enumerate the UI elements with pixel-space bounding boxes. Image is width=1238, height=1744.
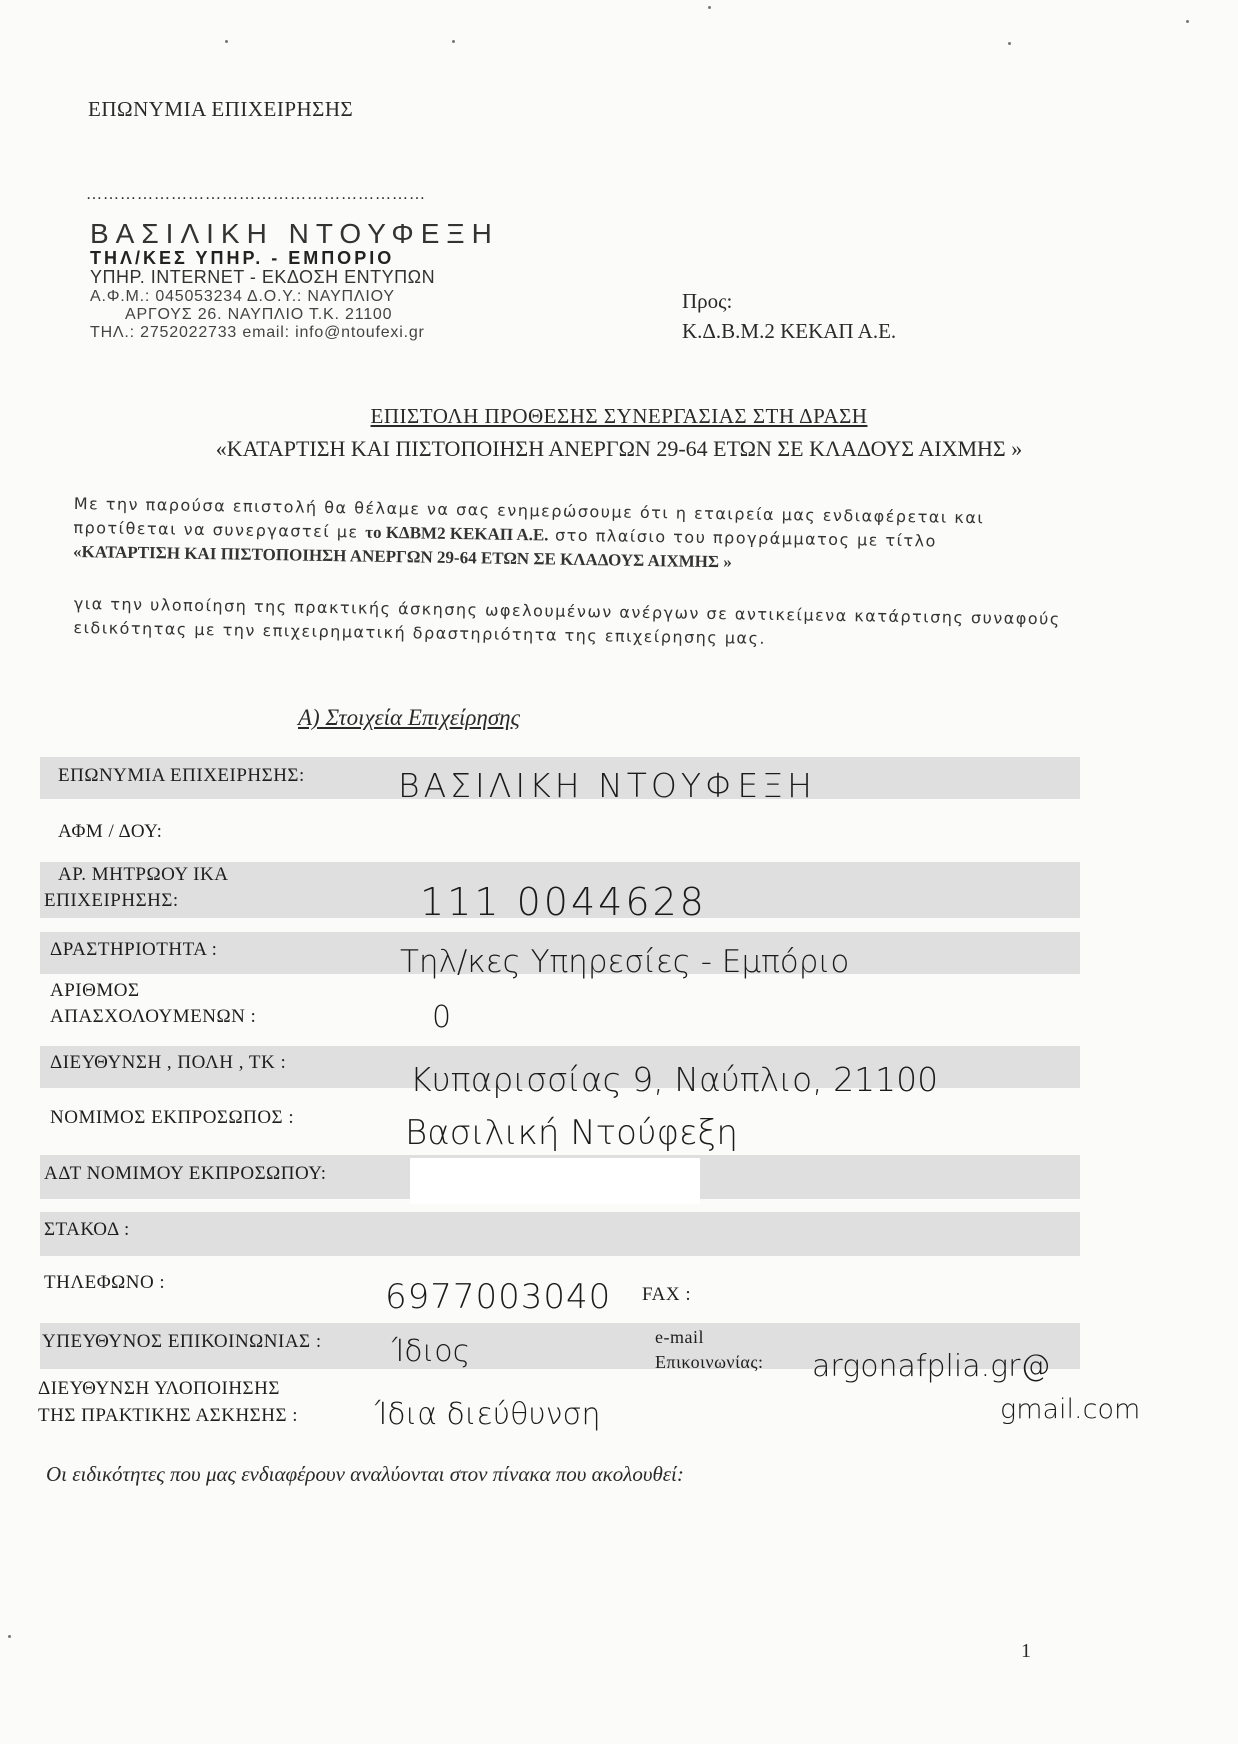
email-label-line2: Επικοινωνίας:: [655, 1352, 764, 1372]
scan-speck: [1186, 20, 1189, 23]
company-name-field-label: ΕΠΩΝΥΜΙΑ ΕΠΙΧΕΙΡΗΣΗΣ:: [58, 765, 305, 786]
fax-label: FAX :: [642, 1284, 692, 1305]
impl-address-value[interactable]: Ίδια διεύθυνση: [375, 1397, 601, 1432]
intro-org: το ΚΔΒΜ2 ΚΕΚΑΠ Α.Ε.: [365, 522, 549, 545]
stamp-name: ΒΑΣΙΛΙΚΗ ΝΤΟΥΦΕΞΗ: [90, 218, 499, 249]
contact-person-value[interactable]: Ίδιος: [392, 1334, 471, 1369]
stamp-line-address: ΑΡΓΟΥΣ 26. ΝΑΥΠΛΙΟ Τ.Κ. 21100: [125, 306, 393, 323]
activity-label: ΔΡΑΣΤΗΡΙΟΤΗΤΑ :: [50, 939, 218, 960]
company-name-label: ΕΠΩΝΥΜΙΑ ΕΠΙΧΕΙΡΗΣΗΣ: [88, 97, 354, 121]
phone-label: ΤΗΛΕΦΩΝΟ :: [44, 1272, 166, 1293]
intro-paragraph: [73, 492, 1074, 580]
email-label-line1: e-mail: [655, 1327, 704, 1347]
contact-person-label: ΥΠΕΥΘΥΝΟΣ ΕΠΙΚΟΙΝΩΝΙΑΣ :: [42, 1331, 322, 1352]
company-stamp: [90, 218, 499, 342]
ika-label-line1: ΑΡ. ΜΗΤΡΩΟΥ ΙΚΑ: [58, 864, 229, 885]
company-name-dots: ……………………………………………………: [86, 186, 426, 203]
recipient-block: [682, 286, 896, 346]
ika-label-line2: ΕΠΙΧΕΙΡΗΣΗΣ:: [44, 890, 179, 911]
impl-address-label-line1: ΔΙΕΥΘΥΝΣΗ ΥΛΟΠΟΙΗΣΗΣ: [38, 1378, 280, 1399]
employees-label-line1: ΑΡΙΘΜΟΣ: [50, 980, 140, 1001]
email-value-line1[interactable]: argonafplia.gr@: [812, 1349, 1051, 1384]
stamp-line-services: ΤΗΛ/ΚΕΣ ΥΠΗΡ. - ΕΜΠΟΡΙΟ: [90, 248, 395, 268]
redaction-box: [410, 1158, 700, 1204]
scan-speck: [8, 1635, 11, 1638]
email-value-line2[interactable]: gmail.com: [1000, 1394, 1141, 1425]
intro-program: «ΚΑΤΑΡΤΙΣΗ ΚΑΙ ΠΙΣΤΟΠΟΙΗΣΗ ΑΝΕΡΓΩΝ 29-64 ΕΤΩΝ ΣΕ ΚΛΑΔΟΥΣ ΑΙΧΜΗΣ »: [72, 541, 732, 572]
employees-value[interactable]: 0: [432, 1000, 452, 1035]
impl-address-label-line2: ΤΗΣ ΠΡΑΚΤΙΚΗΣ ΑΣΚΗΣΗΣ :: [38, 1405, 299, 1426]
ika-value[interactable]: 111 0044628: [420, 880, 707, 924]
employees-label-line2: ΑΠΑΣΧΟΛΟΥΜΕΝΩΝ :: [50, 1006, 257, 1027]
scan-speck: [708, 6, 711, 9]
address-label: ΔΙΕΥΘΥΝΣΗ , ΠΟΛΗ , ΤΚ :: [50, 1052, 287, 1073]
rep-id-label: ΑΔΤ ΝΟΜΙΜΟΥ ΕΚΠΡΟΣΩΠΟΥ:: [44, 1163, 327, 1184]
program-title: «ΚΑΤΑΡΤΙΣΗ ΚΑΙ ΠΙΣΤΟΠΟΙΗΣΗ ΑΝΕΡΓΩΝ 29-64 ΕΤΩΝ ΣΕ ΚΛΑΔΟΥΣ ΑΙΧΜΗΣ »: [215, 436, 1023, 461]
afm-doy-label: ΑΦΜ / ΔΟΥ:: [58, 821, 163, 842]
intro-text-cont: στο πλαίσιο του προγράμματος με τίτλο: [548, 525, 938, 551]
recipient-to-label: Προς:: [682, 289, 733, 313]
recipient-name: Κ.Δ.Β.Μ.2 ΚΕΚΑΠ Α.Ε.: [682, 319, 897, 343]
scan-speck: [452, 40, 455, 43]
scan-speck: [225, 40, 228, 43]
company-name-field-value[interactable]: ΒΑΣΙΛΙΚΗ ΝΤΟΥΦΕΞΗ: [398, 766, 816, 805]
stamp-line-internet: ΥΠΗΡ. INTERNET - ΕΚΔΟΣΗ ΕΝΤΥΠΩΝ: [90, 267, 436, 287]
letter-title: ΕΠΙΣΤΟΛΗ ΠΡΟΘΕΣΗΣ ΣΥΝΕΡΓΑΣΙΑΣ ΣΤΗ ΔΡΑΣΗ: [370, 404, 868, 428]
stamp-line-contact: ΤΗΛ.: 2752022733 email: info@ntoufexi.gr: [90, 324, 425, 341]
address-value[interactable]: Κυπαρισσίας 9, Ναύπλιο, 21100: [410, 1060, 939, 1099]
stakod-label: ΣΤΑΚΟΔ :: [44, 1219, 130, 1240]
phone-value[interactable]: 6977003040: [385, 1277, 612, 1317]
activity-value[interactable]: Τηλ/κες Υπηρεσίες - Εμπόριο: [400, 944, 850, 980]
page-number: 1: [1021, 1640, 1031, 1662]
legal-rep-label: ΝΟΜΙΜΟΣ ΕΚΠΡΟΣΩΠΟΣ :: [50, 1107, 295, 1128]
row-shade: [40, 1212, 1080, 1256]
stamp-line-afm: Α.Φ.Μ.: 045053234 Δ.Ο.Υ.: ΝΑΥΠΛΙΟΥ: [90, 288, 395, 305]
specialties-note: Οι ειδικότητες που μας ενδιαφέρουν αναλύονται στον πίνακα που ακολουθεί:: [46, 1462, 684, 1486]
section-title: Α) Στοιχεία Επιχείρησης: [298, 705, 520, 730]
purpose-paragraph: για την υλοποίηση της πρακτικής άσκησης ωφελουμένων ανέργων σε αντικείμενα κατάρτισης συναφούς ειδικότητας με την επιχειρηματική δραστηριότητα της επιχείρησης μας.: [73, 593, 1061, 648]
intro-text: Με την παρούσα επιστολή θα θέλαμε να σας ενημερώσουμε ότι η εταιρεία μας ενδιαφέρεται και προτίθεται να συνεργαστεί με: [73, 493, 985, 542]
legal-rep-value[interactable]: Βασιλική Ντούφεξη: [405, 1113, 738, 1153]
scan-speck: [1008, 42, 1011, 45]
